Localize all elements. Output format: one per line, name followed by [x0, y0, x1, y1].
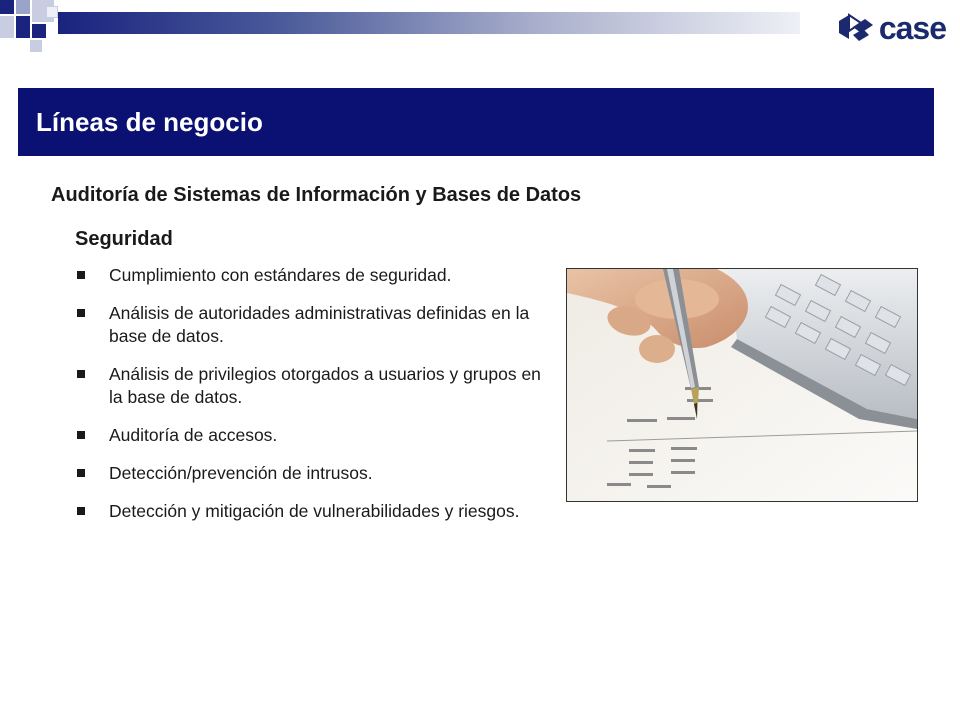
square-bullet-icon	[77, 507, 85, 515]
decor-square-1	[0, 0, 14, 14]
subtitle: Auditoría de Sistemas de Información y Bases de Datos	[51, 184, 582, 206]
decor-square-6	[32, 24, 46, 38]
decor-square-5	[16, 16, 30, 38]
decor-square-7	[46, 6, 58, 18]
case-logo	[796, 8, 946, 48]
decor-square-4	[0, 16, 14, 38]
hand-writing-image	[567, 269, 917, 501]
list-item	[75, 264, 545, 287]
decor-square-8	[30, 40, 42, 52]
list-item-text: Detección/prevención de intrusos.	[109, 463, 373, 483]
square-bullet-icon	[77, 271, 85, 279]
square-bullet-icon	[77, 469, 85, 477]
list-item-text: Análisis de autoridades administrativas definidas en la base de datos.	[109, 303, 530, 346]
list-item-text: Cumplimiento con estándares de seguridad.	[109, 265, 452, 285]
list-item	[75, 424, 545, 447]
list-item	[75, 462, 545, 485]
section-title: Seguridad	[75, 228, 173, 250]
hand-calculator-photo	[566, 268, 918, 502]
list-item	[75, 500, 545, 523]
header-band	[58, 12, 800, 34]
page-title: Líneas de negocio	[36, 106, 263, 137]
list-item-text: Auditoría de accesos.	[109, 425, 278, 445]
logo-text: case	[878, 10, 946, 46]
decor-square-2	[16, 0, 30, 14]
list-item-text: Análisis de privilegios otorgados a usuarios y grupos en la base de datos.	[109, 364, 541, 407]
list-item	[75, 302, 545, 348]
bullet-list	[75, 264, 545, 538]
square-bullet-icon	[77, 309, 85, 317]
list-item-text: Detección y mitigación de vulnerabilidades y riesgos.	[109, 501, 520, 521]
square-bullet-icon	[77, 431, 85, 439]
title-bar	[18, 88, 934, 156]
logo-mark-icon	[839, 13, 875, 43]
list-item	[75, 363, 545, 409]
square-bullet-icon	[77, 370, 85, 378]
